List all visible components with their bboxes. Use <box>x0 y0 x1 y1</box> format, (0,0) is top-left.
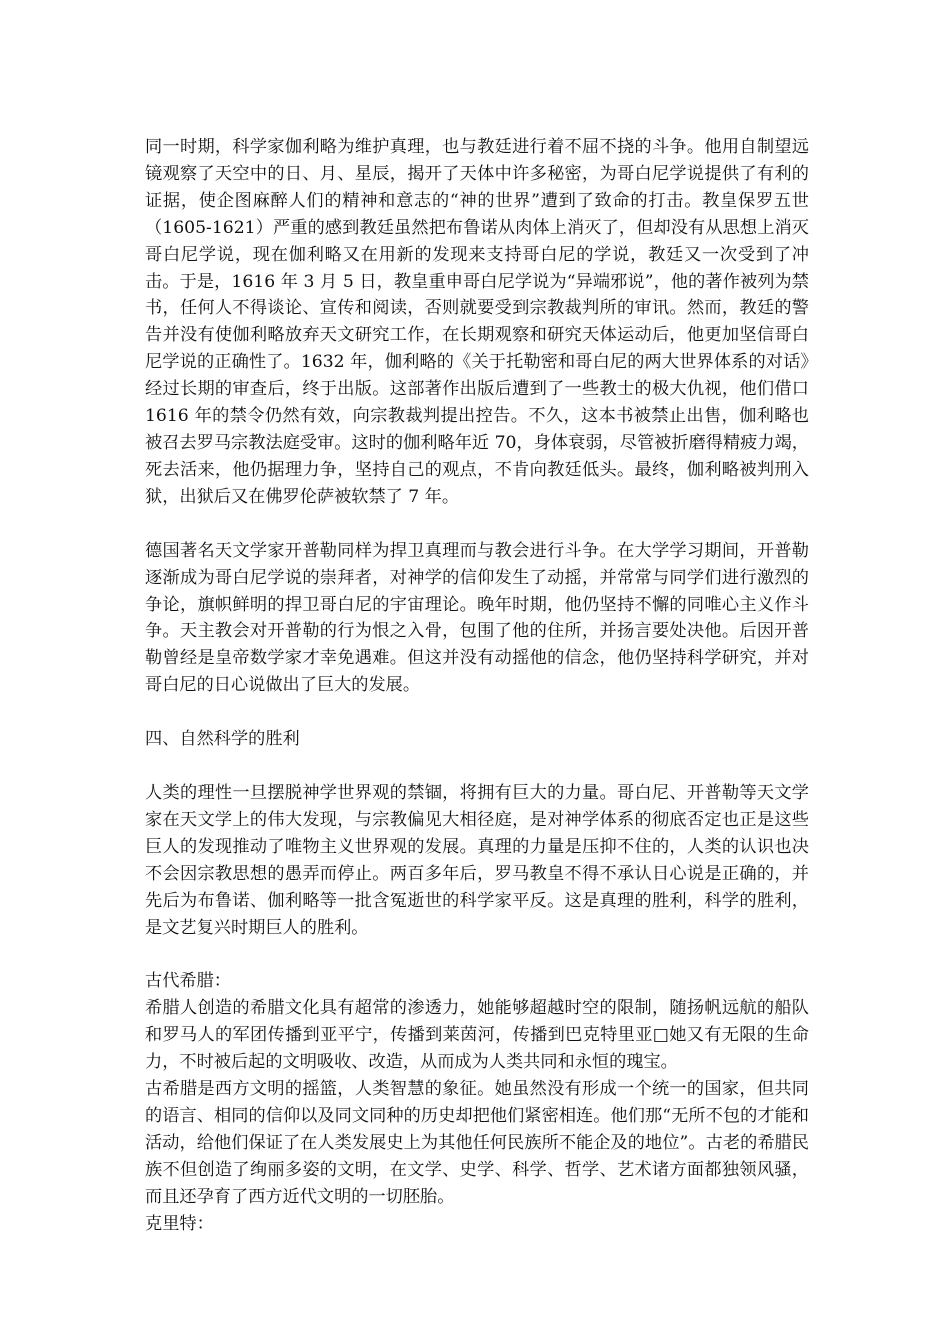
paragraph-victory: 人类的理性一旦摆脱神学世界观的禁锢，将拥有巨大的力量。哥白尼、开普勒等天文学家在天文学上的伟大发现，与宗教偏见大相径庭，是对神学体系的彻底否定也正是这些巨人的发现推动了唯物主义世界观的发展。真理的力量是压抑不住的，人类的认识也决不会因宗教思想的愚弄而停止。两百多年后，罗马教皇不得不承认日心说是正确的，并先后为布鲁诺、伽利略等一批含冤逝世的科学家平反。这是真理的胜利，科学的胜利，是文艺复兴时期巨人的胜利。 <box>145 783 809 938</box>
paragraph-kepler: 德国著名天文学家开普勒同样为捍卫真理而与教会进行斗争。在大学学习期间，开普勒逐渐成为哥白尼学说的崇拜者，对神学的信仰发生了动摇，并常常与同学们进行激烈的争论，旗帜鲜明的捍卫哥白尼的宇宙理论。晚年时期，他仍坚持不懈的同唯心主义作斗争。天主教会对开普勒的行为恨之入骨，包围了他的住所，并扬言要处决他。后因开普勒曾经是皇帝数学家才幸免遇难。但这并没有动摇他的信念，他仍坚持科学研究，并对哥白尼的日心说做出了巨大的发展。 <box>145 540 809 696</box>
section-heading: 四、自然科学的胜利 <box>145 729 300 750</box>
paragraph-gap <box>145 511 809 538</box>
paragraph-gap <box>145 699 809 726</box>
paragraph-greece-2: 古希腊是西方文明的摇篮，人类智慧的象征。她虽然没有形成一个统一的国家，但共同的语言、相同的信仰以及同文同种的历史却把他们紧密相连。他们那“无所不包的才能和活动，给他们保证了在人类发展史上为其他任何民族所不能企及的地位”。古老的希腊民族不但创造了绚丽多姿的文明，在文学、史学、科学、哲学、艺术诸方面都独领风骚，而且还孕育了西方近代文明的一切胚胎。 <box>145 1079 809 1207</box>
paragraph-gap <box>145 753 809 780</box>
greece-label: 古代希腊： <box>145 971 231 992</box>
paragraph-gap <box>145 941 809 968</box>
paragraph-galileo: 同一时期，科学家伽利略为维护真理，也与教廷进行着不屈不挠的斗争。他用自制望远镜观察了天空中的日、月、星辰，揭开了天体中许多秘密，为哥白尼学说提供了有利的证据，使企图麻醉人们的精神和意志的“神的世界”遭到了致命的打击。教皇保罗五世（1605-1621）严重的感到教廷虽然把布鲁诺从肉体上消灭了，但却没有从思想上消灭哥白尼学说，现在伽利略又在用新的发现来支持哥白尼的学说，教廷又一次受到了冲击。于是，1616 年 3 月 5 日，教皇重申哥白尼学说为“异端邪说”，他的著作被列为禁书，任何人不得谈论、宣传和阅读，否则就要受到宗教裁判所的审讯。然而，教廷的警告并没有使伽利略放弃天文研究工作，在长期观察和研究天体运动后，他更加坚信哥白尼学说的正确性了。1632 年，伽利略的《关于托勒密和哥白尼的两大世界体系的对话》经过长期的审查后，终于出版。这部著作出版后遭到了一些教士的极大仇视，他们借口 1616 年的禁令仍然有效，向宗教裁判提出控告。不久，这本书被禁止出售，伽利略也被召去罗马宗教法庭受审。这时的伽利略年近 70，身体衰弱，尽管被折磨得精疲力竭，死去活来，他仍据理力争，坚持自己的观点，不肯向教廷低头。最终，伽利略被判刑入狱，出狱后又在佛罗伦萨被软禁了 7 年。 <box>145 137 809 507</box>
paragraph-greece-1: 希腊人创造的希腊文化具有超常的渗透力，她能够超越时空的限制，随扬帆远航的船队和罗马人的军团传播到亚平宁，传播到莱茵河，传播到巴克特里亚□她又有无限的生命力，不时被后起的文明吸收、改造，从而成为人类共同和永恒的瑰宝。 <box>145 998 809 1073</box>
document-body <box>145 134 809 1238</box>
crete-label: 克里特： <box>145 1213 214 1234</box>
